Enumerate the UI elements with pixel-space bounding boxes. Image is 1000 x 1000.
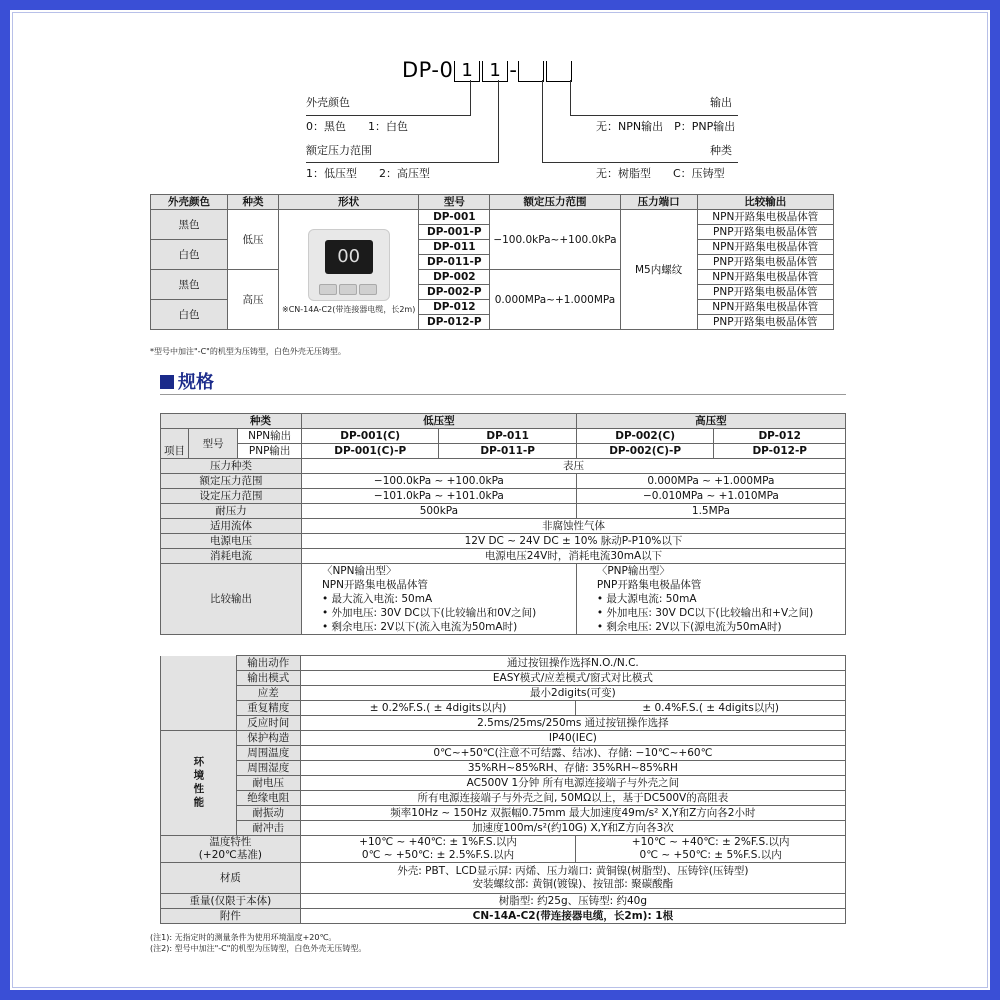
row-value: 2.5ms/25ms/250ms 通过按钮操作选择 <box>300 716 845 731</box>
color-cell: 黑色 <box>151 210 228 240</box>
row-value: IP40(IEC) <box>300 731 845 746</box>
table-row <box>151 270 834 285</box>
npn-model: DP-012 <box>714 429 846 444</box>
table-row <box>151 210 834 225</box>
model-selection-table <box>150 194 834 330</box>
model-cell: DP-002 <box>419 270 490 285</box>
row-value: 加速度100m/s²(约10G) X,Y和Z方向各3次 <box>300 821 845 836</box>
connector-line <box>542 80 543 162</box>
row-value: 通过按钮操作选择N.O./N.C. <box>300 656 845 671</box>
spec-row <box>161 504 846 519</box>
spec-row <box>161 821 846 836</box>
row-label: 反应时间 <box>236 716 300 731</box>
spec-row <box>161 836 846 863</box>
model-cell: DP-002-P <box>419 285 490 300</box>
section-square-icon <box>160 375 174 389</box>
housing-color-title: 外壳颜色 <box>306 96 350 109</box>
output-options: 无：NPN输出 P：PNP输出 <box>596 120 736 133</box>
row-value: 树脂型: 约25g、压铸型: 约40g <box>300 894 845 909</box>
compare-npn <box>301 564 576 635</box>
temp-char-high2: 0℃ ~ +50℃: ± 5%F.S.以内 <box>639 849 782 861</box>
row-label: 保护构造 <box>236 731 300 746</box>
color-cell: 白色 <box>151 300 228 330</box>
row-value: 频率10Hz ~ 150Hz 双振幅0.75mm 最大加速度49m/s² X,Y和Z方向各2小时 <box>300 806 845 821</box>
row-value: ± 0.2%F.S.( ± 4digits以内) <box>300 701 576 716</box>
pressure-range-title: 额定压力范围 <box>306 144 372 157</box>
temp-char-label: 温度特性 <box>209 836 252 848</box>
row-label: 周围温度 <box>236 746 300 761</box>
material-line2: 安装螺纹部: 黄铜(镀镍)、按钮部: 聚碳酸酯 <box>472 878 674 890</box>
model-code-box-output <box>546 61 572 82</box>
spec-row-compare <box>161 564 846 635</box>
row-value <box>300 836 576 863</box>
row-label: 设定压力范围 <box>161 489 302 504</box>
row-value: 非腐蚀性气体 <box>301 519 845 534</box>
temp-char-high1: +10℃ ~ +40℃: ± 2%F.S.以内 <box>631 836 790 848</box>
housing-color-options: 0：黑色 1：白色 <box>306 120 408 133</box>
row-value: 12V DC ~ 24V DC ± 10% 脉动P-P10%以下 <box>301 534 845 549</box>
row-label: 重量(仅限于本体) <box>161 894 301 909</box>
output-cell: NPN开路集电极晶体管 <box>697 300 833 315</box>
compare-line: • 剩余电压: 2V以下(源电流为50mA时) <box>596 621 782 633</box>
row-value: −101.0kPa ~ +101.0kPa <box>301 489 576 504</box>
row-label: 比较输出 <box>161 564 302 635</box>
compare-line: NPN开路集电极晶体管 <box>321 579 428 591</box>
output-cell: NPN开路集电极晶体管 <box>697 210 833 225</box>
spec-pnp-row <box>161 444 846 459</box>
model-cell: DP-001-P <box>419 225 490 240</box>
model-code <box>402 58 573 82</box>
row-value: 最小2digits(可变) <box>300 686 845 701</box>
row-value: 0℃~+50℃(注意不可结露、结冰)、存储: −10℃~+60℃ <box>300 746 845 761</box>
npn-model: DP-001(C) <box>301 429 439 444</box>
spec-row <box>161 894 846 909</box>
model-cell: DP-011 <box>419 240 490 255</box>
low-pressure-header: 低压型 <box>301 414 576 429</box>
connector-line <box>306 162 499 163</box>
spec-row <box>161 909 846 924</box>
connector-line <box>470 80 471 115</box>
pnp-model: DP-002(C)-P <box>576 444 714 459</box>
item-label: 项目 <box>161 429 189 459</box>
row-value: AC500V 1分钟 所有电源连接端子与外壳之间 <box>300 776 845 791</box>
spec-row <box>161 716 846 731</box>
spacer-cell <box>161 686 237 701</box>
output-cell: PNP开路集电极晶体管 <box>697 225 833 240</box>
row-value: ± 0.4%F.S.( ± 4digits以内) <box>576 701 846 716</box>
row-value: −100.0kPa ~ +100.0kPa <box>301 474 576 489</box>
col-header: 型号 <box>419 195 490 210</box>
type-title: 种类 <box>710 144 732 157</box>
row-label: 耐电压 <box>236 776 300 791</box>
device-caption: ※CN-14A-C2(带连接器电缆，长2m) <box>282 304 416 314</box>
spec-row <box>161 701 846 716</box>
spec-row <box>161 731 846 746</box>
output-cell: PNP开路集电极晶体管 <box>697 255 833 270</box>
row-value: 所有电源连接端子与外壳之间, 50MΩ以上，基于DC500V的高阻表 <box>300 791 845 806</box>
spec-row <box>161 549 846 564</box>
connector-line <box>570 80 571 115</box>
model-cell: DP-012-P <box>419 315 490 330</box>
row-label: 附件 <box>161 909 301 924</box>
spec-row <box>161 863 846 894</box>
spec-sheet-page <box>10 10 990 990</box>
spec-row <box>161 656 846 671</box>
type-cell: 高压 <box>228 270 279 330</box>
row-label <box>161 836 301 863</box>
col-header: 压力端口 <box>620 195 697 210</box>
spec-row <box>161 534 846 549</box>
npn-model: DP-011 <box>439 429 576 444</box>
range-cell: −100.0kPa~+100.0kPa <box>490 210 620 270</box>
color-cell: 白色 <box>151 240 228 270</box>
connector-line <box>542 162 738 163</box>
row-value: 500kPa <box>301 504 576 519</box>
compare-line: • 最大流入电流: 50mA <box>321 593 433 605</box>
connector-line <box>306 115 471 116</box>
footnote: (注1): 无指定时的测量条件为使用环境温度+20℃。 <box>150 933 337 942</box>
device-buttons <box>319 284 379 294</box>
row-value: 表压 <box>301 459 845 474</box>
col-header: 比较输出 <box>697 195 833 210</box>
compare-line: • 外加电压: 30V DC以下(比较输出和+V之间) <box>596 607 814 619</box>
pnp-label: PNP输出 <box>238 444 302 459</box>
model-code-box-range: 1 <box>482 61 508 82</box>
row-label: 额定压力范围 <box>161 474 302 489</box>
row-label: 耐冲击 <box>236 821 300 836</box>
col-header: 外壳颜色 <box>151 195 228 210</box>
spec-row <box>161 686 846 701</box>
output-cell: PNP开路集电极晶体管 <box>697 315 833 330</box>
model-code-prefix: DP-0 <box>402 58 454 82</box>
row-label: 材质 <box>161 863 301 894</box>
section-divider <box>160 394 846 395</box>
spacer-cell <box>161 656 237 671</box>
compare-line: 〈PNP输出型〉 <box>596 565 670 577</box>
output-cell: PNP开路集电极晶体管 <box>697 285 833 300</box>
high-pressure-header: 高压型 <box>576 414 845 429</box>
table-header-row <box>151 195 834 210</box>
material-line1: 外壳: PBT、LCD显示屏: 丙烯、压力端口: 黄铜镍(树脂型)、压铸锌(压铸型) <box>397 865 749 877</box>
temp-char-low2: 0℃ ~ +50℃: ± 2.5%F.S.以内 <box>361 849 515 861</box>
spec-row <box>161 489 846 504</box>
temp-char-low1: +10℃ ~ +40℃: ± 1%F.S.以内 <box>359 836 517 848</box>
type-options: 无：树脂型 C：压铸型 <box>596 167 725 180</box>
compare-pnp <box>576 564 845 635</box>
temp-char-label2: (+20℃基准) <box>198 849 262 861</box>
row-value <box>576 836 846 863</box>
section-title <box>160 368 214 394</box>
spec-row <box>161 746 846 761</box>
output-cell: NPN开路集电极晶体管 <box>697 270 833 285</box>
spec-row <box>161 806 846 821</box>
compare-line: • 剩余电压: 2V以下(流入电流为50mA时) <box>321 621 518 633</box>
model-code-box-color: 1 <box>454 61 480 82</box>
spacer-cell <box>161 716 237 731</box>
footnote: (注2): 型号中加注"-C"的机型为压铸型，白色外壳无压铸型。 <box>150 944 367 953</box>
spec-row <box>161 776 846 791</box>
type-label: 种类 <box>161 414 302 429</box>
pressure-range-options: 1：低压型 2：高压型 <box>306 167 430 180</box>
model-code-dash: - <box>509 58 518 82</box>
shape-cell <box>279 210 419 330</box>
spec-row <box>161 671 846 686</box>
row-label: 重复精度 <box>236 701 300 716</box>
spec-header-row <box>161 414 846 429</box>
section-title-text: 规格 <box>178 372 214 393</box>
row-value: CN-14A-C2(带连接器电缆，长2m): 1根 <box>300 909 845 924</box>
connector-line <box>570 115 738 116</box>
row-label: 绝缘电阻 <box>236 791 300 806</box>
spacer-cell <box>161 671 237 686</box>
npn-label: NPN输出 <box>238 429 302 444</box>
table-note: *型号中加注"-C"的机型为压铸型，白色外壳无压铸型。 <box>150 347 346 356</box>
env-label: 环境性能 <box>161 731 237 836</box>
row-value: −0.010MPa ~ +1.010MPa <box>576 489 845 504</box>
color-cell: 黑色 <box>151 270 228 300</box>
compare-line: 〈NPN输出型〉 <box>321 565 397 577</box>
device-display: 00 <box>325 240 373 274</box>
model-cell: DP-011-P <box>419 255 490 270</box>
spacer-cell <box>161 701 237 716</box>
range-cell: 0.000MPa~+1.000MPa <box>490 270 620 330</box>
type-cell: 低压 <box>228 210 279 270</box>
row-label: 消耗电流 <box>161 549 302 564</box>
row-value: EASY模式/应差模式/窗式对比模式 <box>300 671 845 686</box>
port-cell: M5内螺纹 <box>620 210 697 330</box>
col-header: 种类 <box>228 195 279 210</box>
row-label: 周围湿度 <box>236 761 300 776</box>
pnp-model: DP-001(C)-P <box>301 444 439 459</box>
spec-row <box>161 791 846 806</box>
connector-line <box>498 80 499 162</box>
compare-line: PNP开路集电极晶体管 <box>596 579 702 591</box>
pnp-model: DP-011-P <box>439 444 576 459</box>
row-value: 35%RH~85%RH、存储: 35%RH~85%RH <box>300 761 845 776</box>
row-label: 适用流体 <box>161 519 302 534</box>
compare-line: • 外加电压: 30V DC以下(比较输出和0V之间) <box>321 607 537 619</box>
compare-line: • 最大源电流: 50mA <box>596 593 697 605</box>
row-label: 压力种类 <box>161 459 302 474</box>
model-code-box-type <box>518 61 544 82</box>
row-label: 输出模式 <box>236 671 300 686</box>
row-label: 输出动作 <box>236 656 300 671</box>
col-header: 形状 <box>279 195 419 210</box>
spec-row <box>161 519 846 534</box>
pnp-model: DP-012-P <box>714 444 846 459</box>
row-value <box>300 863 845 894</box>
output-title: 输出 <box>710 96 732 109</box>
spec-row <box>161 459 846 474</box>
spec-table <box>160 413 846 635</box>
row-label: 应差 <box>236 686 300 701</box>
spec-row <box>161 761 846 776</box>
row-label: 耐压力 <box>161 504 302 519</box>
spec-npn-row <box>161 429 846 444</box>
model-label: 型号 <box>189 429 238 459</box>
model-cell: DP-001 <box>419 210 490 225</box>
output-cell: NPN开路集电极晶体管 <box>697 240 833 255</box>
spec-table-continued <box>160 655 846 924</box>
row-label: 耐振动 <box>236 806 300 821</box>
row-value: 电源电压24V时，消耗电流30mA以下 <box>301 549 845 564</box>
row-value: 0.000MPa ~ +1.000MPa <box>576 474 845 489</box>
model-cell: DP-012 <box>419 300 490 315</box>
spec-row <box>161 474 846 489</box>
npn-model: DP-002(C) <box>576 429 714 444</box>
pressure-sensor-image <box>308 229 390 301</box>
row-value: 1.5MPa <box>576 504 845 519</box>
col-header: 额定压力范围 <box>490 195 620 210</box>
row-label: 电源电压 <box>161 534 302 549</box>
